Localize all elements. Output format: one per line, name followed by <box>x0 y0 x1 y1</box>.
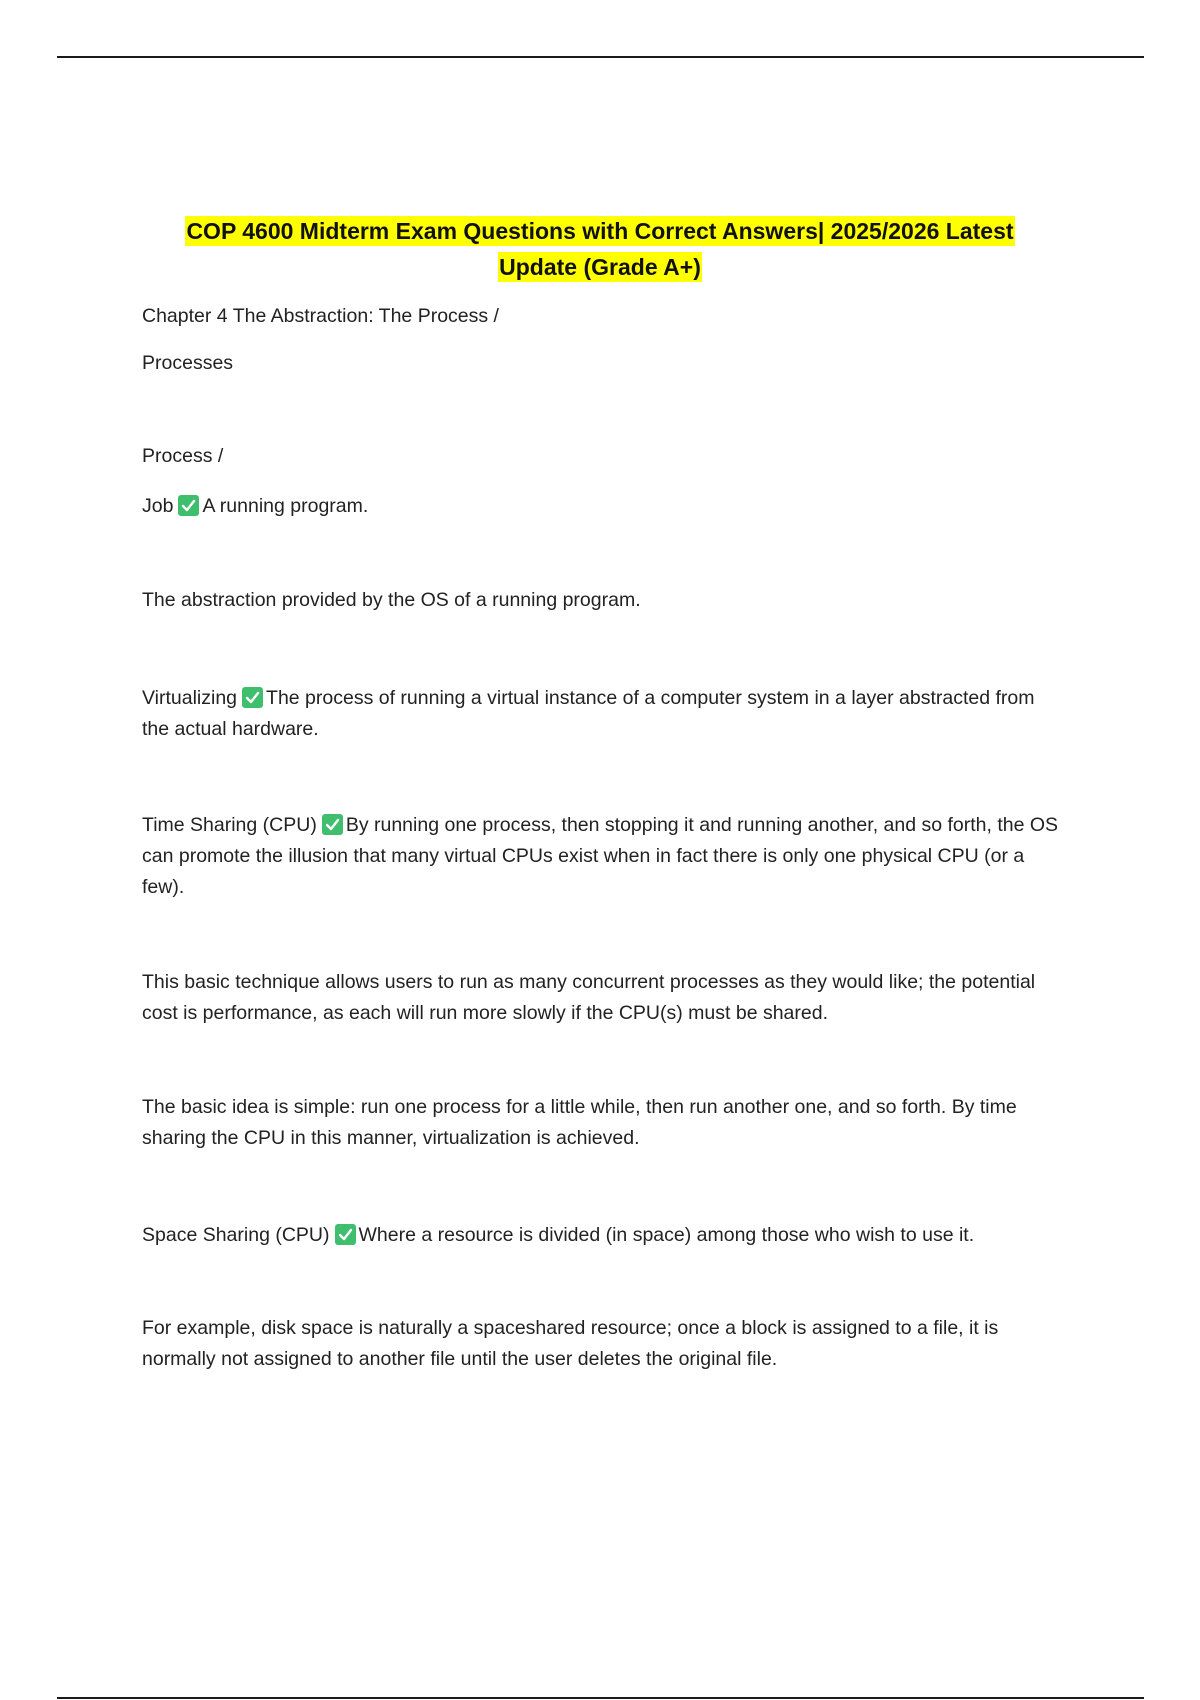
paragraph-concurrency-cost: This basic technique allows users to run as many concurrent processes as they would like; the potential cost is performance, as each will run more slowly if the CPU(s) must be shared. <box>142 971 1036 1024</box>
title-line-1: COP 4600 Midterm Exam Questions with Correct Answers| 2025/2026 Latest <box>186 218 1014 244</box>
check-mark-icon <box>178 495 199 516</box>
term-label: Space Sharing (CPU) <box>142 1224 330 1246</box>
chapter-heading-line-1: Chapter 4 The Abstraction: The Process / <box>142 305 499 327</box>
paragraph-disk-example: For example, disk space is naturally a spaceshared resource; once a block is assigned to a file, it is normally not assigned to another file until the user deletes the original file. <box>142 1317 999 1370</box>
definition-text: A running program. <box>202 495 369 517</box>
term-process-line-1: Process / <box>142 445 224 467</box>
qa-item-space-sharing <box>142 1220 1062 1251</box>
chapter-heading-line-2: Processes <box>142 352 234 374</box>
paragraph-abstraction: The abstraction provided by the OS of a running program. <box>142 589 641 611</box>
definition-text: The process of running a virtual instance of a computer system in a layer abstracted from the actual hardware. <box>142 687 1035 740</box>
check-mark-icon <box>242 687 263 708</box>
term-label: Virtualizing <box>142 687 238 709</box>
term-label: Time Sharing (CPU) <box>142 814 317 836</box>
term-label: Job <box>142 495 174 517</box>
footer-rule <box>57 1697 1144 1699</box>
check-mark-icon <box>322 814 343 835</box>
check-mark-icon <box>335 1224 356 1245</box>
document-title <box>140 213 1060 285</box>
qa-item-virtualizing <box>142 683 1062 745</box>
paragraph-basic-idea: The basic idea is simple: run one process for a little while, then run another one, and so forth. By time sharing the CPU in this manner, virtualization is achieved. <box>142 1096 1017 1149</box>
definition-text: By running one process, then stopping it and running another, and so forth, the OS can promote the illusion that many virtual CPUs exist when in fact there is only one physical CPU (or a few). <box>142 814 1059 898</box>
definition-text: Where a resource is divided (in space) among those who wish to use it. <box>358 1224 975 1246</box>
header-rule <box>57 56 1144 58</box>
title-line-2: Update (Grade A+) <box>499 254 701 280</box>
qa-item-time-sharing <box>142 810 1062 903</box>
qa-item-process <box>142 491 1062 522</box>
